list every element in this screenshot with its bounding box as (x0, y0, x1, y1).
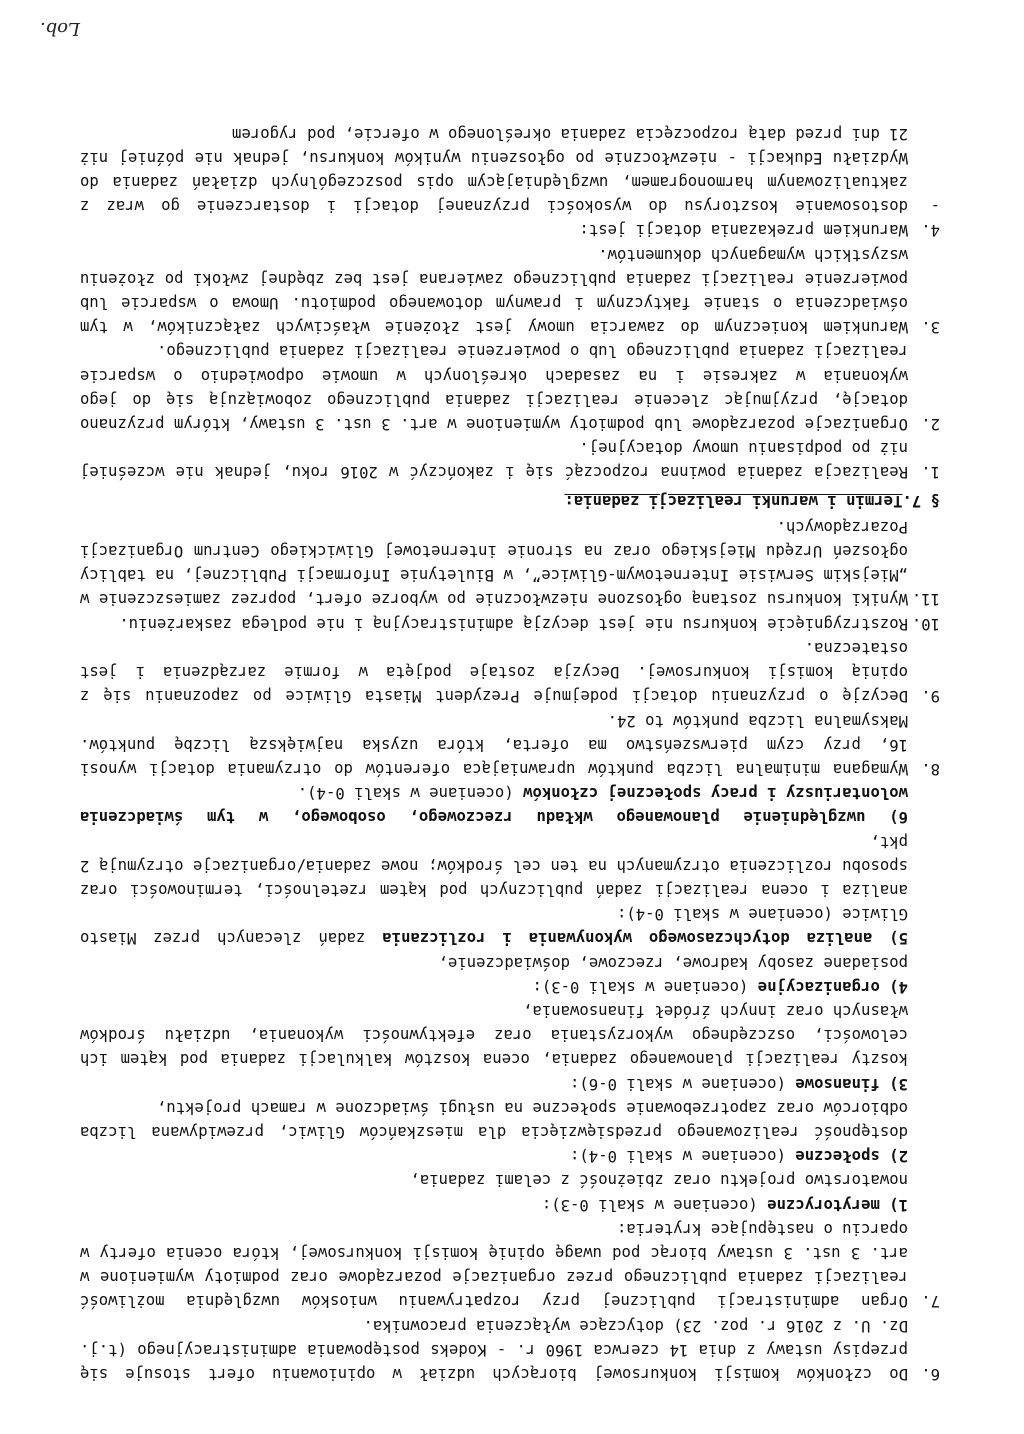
item-number: 1. (921, 463, 940, 482)
criterion-body: koszty realizacji planowanego zadania, ocena kosztów kalkulacji zadania pod kątem ich celowości, oszczędnego wykorzystania oraz efektywności wykonania, udziału środków własnych oraz innych źródeł finansowania, (80, 1001, 908, 1069)
paragraph-8 (80, 708, 940, 781)
criterion-2 (80, 1096, 908, 1169)
dash-bullet: - (930, 197, 940, 216)
paragraph-6 (80, 1313, 940, 1386)
item-number: 2. (921, 415, 940, 434)
item-number: 10. (911, 614, 940, 633)
paragraph-text: Warunkiem przekazania dotacji jest: (579, 221, 908, 240)
paragraph-text: Do członków komisji konkursowej biorących udział w opiniowaniu ofert stosuje się przepisy ustawy z dnia 14 czerwca 1960 r. - Kodeks postępowania administracyjnego (t.j. Dz. U. z 2016 r. poz. 23) dotyczące wyłączenia pracownika. (80, 1316, 908, 1383)
paragraph-text: Wymagana minimalna liczba punktów uprawniająca oferentów do otrzymania dotacji wynosi 16, przy czym pierwszeństwo ma oferta, która uzyska największą liczbę punktów. Maksymalna liczba punktów to 24. (80, 711, 908, 778)
section-7-item-4 (80, 218, 940, 242)
criterion-4 (80, 950, 908, 998)
section-7-item-1 (80, 436, 940, 484)
paragraph-7 (80, 781, 940, 1313)
criterion-scale: (oceniane w skali 0-4). (297, 784, 524, 803)
criterion-body: nowatorstwo projektu oraz zbieżność z celami zadania, (410, 1171, 908, 1190)
section-7-item-2 (80, 339, 940, 436)
criterion-3 (80, 999, 908, 1096)
item-number: 7. (921, 1292, 940, 1311)
paragraph-11 (80, 515, 940, 612)
paragraph-text: Realizacja zadania powinna rozpocząć się i zakończyć w 2016 roku, jednak nie wcześniej niż po podpisaniu umowy dotacyjnej. (80, 439, 908, 482)
criterion-scale: (oceniane w skali 0-3): (541, 1195, 768, 1214)
item-number: 11. (911, 590, 940, 609)
criterion-head: 3) finansowe (795, 1074, 908, 1093)
criterion-head: 5) analiza dotychczasowego wykonywania i rozliczania (382, 929, 908, 948)
section-title: Termin i warunki realizacji zadania: (564, 491, 903, 510)
item-number: 8. (921, 759, 940, 778)
criterion-scale: zadań zlecanych przez Miasto Gliwice (oceniane w skali 0-4): (80, 905, 908, 948)
item-number: 3. (921, 318, 940, 337)
criterion-body: analiza i ocena realizacji zadań publicznych pod kątem rzetelności, terminowości oraz sposobu rozliczenia otrzymanych na ten cel środków; nowe zadania/organizacje otrzymują 2 pkt, (80, 832, 908, 899)
paragraph-text: Decyzję o przyznaniu dotacji podejmuje Prezydent Miasta Gliwice po zapoznaniu się z opinią komisji konkursowej. Decyzja zostaje podjęta w formie zarządzenia i jest ostateczna. (80, 638, 908, 706)
item-number: 9. (921, 687, 940, 706)
paragraph-text: dostosowanie kosztorysu do wysokości przyznanej dotacji i dostarczenie go wraz z zaktualizowanym harmonogramem, uwzględniającym opis poszczególnych działań zadania do Wydziału Edukacji - niezwłocznie po ogłoszeniu wyników konkursu, jednak nie później niż 21 dni przed datą rozpoczęcia zadania określonego w ofercie, pod rygorem (80, 124, 908, 216)
criterion-5 (80, 829, 908, 950)
paragraph-text: Rozstrzygnięcie konkursu nie jest decyzją administracyjną i nie podlega zaskarżeniu. (119, 614, 908, 633)
criterion-body: posiadane zasoby kadrowe, rzeczowe, doświadczenie, (438, 953, 908, 972)
paragraph-text: Wyniki konkursu zostaną ogłoszone niezwłocznie po wyborze ofert, poprzez zamieszczenie w „Miejskim Serwisie Internetowym-Gliwice”, w Biuletynie Informacji Publicznej, na tablicy ogłoszeń Urzędu Miejskiego oraz na stronie internetowej Gliwickiego Centrum Organizacji Pozarządowych. (80, 517, 908, 609)
criterion-head: 2) społeczne (795, 1147, 908, 1166)
section-7-item-3 (80, 242, 940, 339)
paragraph-9 (80, 636, 940, 709)
criterion-scale: (oceniane w skali 0-6): (570, 1074, 796, 1093)
item-number: 4. (921, 221, 940, 240)
section-number: § 7. (902, 491, 940, 510)
criterion-head: 1) merytoryczne (767, 1195, 908, 1214)
criterion-6 (80, 781, 908, 829)
paragraph-text: Organ administracji publicznej przy rozpatrywaniu wniosków uwzględnia możliwość realizacji zadania publicznego przez organizacje pozarządowe oraz podmioty wymienione w art. 3 ust. 3 ustawy biorąc pod uwagę opinię komisji konkursowej, która ocenia oferty w oparciu o następujące kryteria: (80, 1219, 908, 1311)
condition-dash-item (80, 121, 940, 218)
paragraph-10 (80, 612, 940, 636)
criterion-scale: (oceniane w skali 0-3): (532, 977, 758, 996)
paragraph-text: Warunkiem koniecznym do zawarcia umowy jest złożenie właściwych załączników, w tym oświadczenia o stanie faktycznym i prawnym dotowanego podmiotu. Umowa o wsparcie lub powierzenie realizacji zadania publicznego zawierana jest bez zbędnej zwłoki po złożeniu wszystkich wymaganych dokumentów. (80, 245, 908, 337)
section-heading (80, 488, 940, 512)
criterion-scale: (oceniane w skali 0-4): (570, 1147, 796, 1166)
document-body (80, 121, 940, 1386)
criterion-body: dostępność realizowanego przedsięwzięcia dla mieszkańców Gliwic, przewidywana liczba odbiorców oraz zapotrzebowanie społeczne na usługi świadczone w ramach projektu, (80, 1098, 908, 1141)
item-number: 6. (921, 1365, 940, 1383)
criterion-head: 4) organizacyjne (757, 977, 908, 996)
criterion-1 (80, 1168, 908, 1216)
handwritten-initials: Lob. (39, 18, 80, 39)
criterion-head: 6) uwzględnienie planowanego wkładu rzeczowego, osobowego, w tym świadczenia wolontariuszy i pracy społecznej członków (80, 784, 908, 827)
paragraph-text: Organizacje pozarządowe lub podmioty wymienione w art. 3 ust. 3 ustawy, którym przyznano dotację, przyjmując zlecenie realizacji zadania publicznego zobowiązują się do jego wykonania w zakresie i na zasadach określonych w umowie odpowiednio o wsparcie realizacji zadania publicznego lub o powierzenie realizacji zadania publicznego. (80, 342, 908, 434)
